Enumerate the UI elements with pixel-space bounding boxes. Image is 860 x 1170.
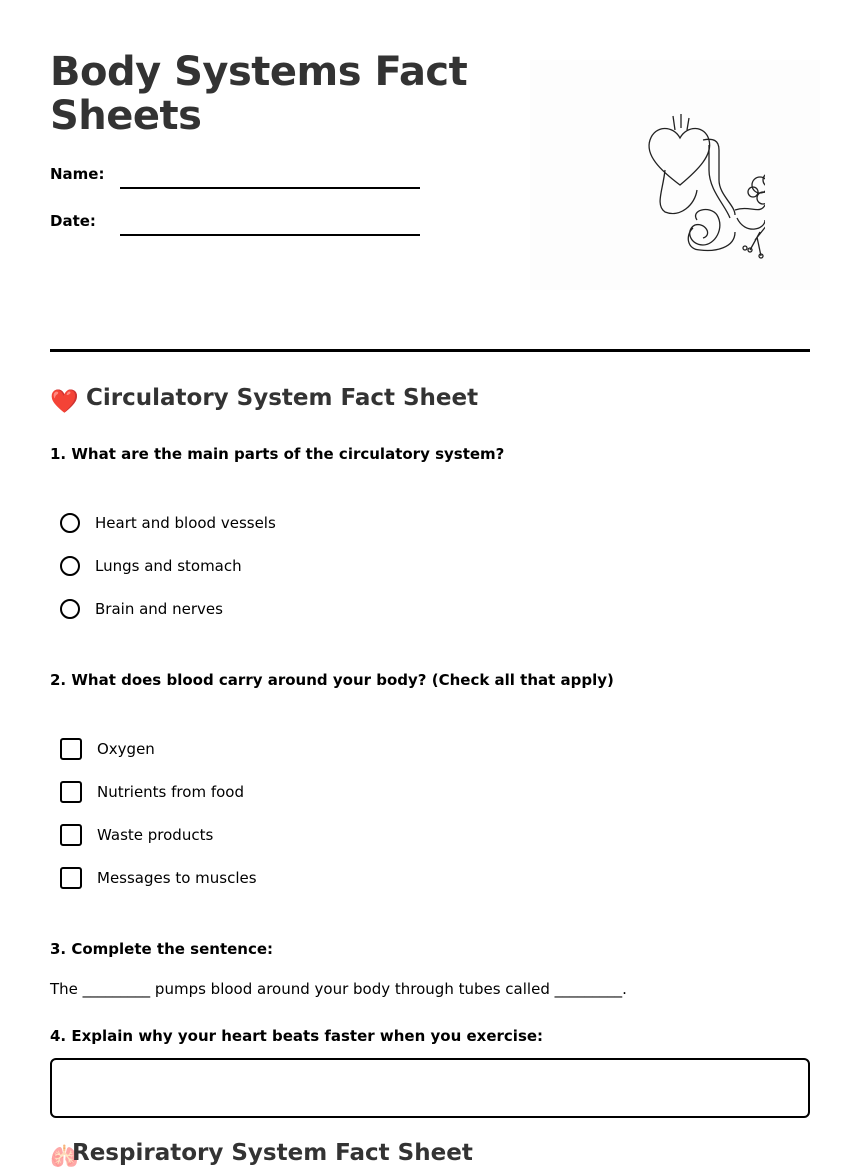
respiratory-title-text: Respiratory System Fact Sheet xyxy=(72,1140,473,1166)
name-label: Name: xyxy=(50,165,105,183)
explanation-answer-box[interactable] xyxy=(50,1058,810,1118)
body-organs-illustration xyxy=(530,60,820,290)
checkbox[interactable] xyxy=(60,781,82,803)
q1-option-lungs[interactable] xyxy=(60,553,242,579)
worksheet-page xyxy=(50,0,810,1170)
option-label: Waste products xyxy=(97,826,214,844)
question-1: 1. What are the main parts of the circulatory system? xyxy=(50,445,505,463)
question-2: 2. What does blood carry around your body? (Check all that apply) xyxy=(50,671,614,689)
question-3: 3. Complete the sentence: xyxy=(50,940,274,958)
radio-button[interactable] xyxy=(60,599,80,619)
q2-option-messages[interactable] xyxy=(60,865,257,891)
option-label: Lungs and stomach xyxy=(95,557,242,575)
name-input-line[interactable] xyxy=(120,187,420,189)
q1-option-heart[interactable] xyxy=(60,510,276,536)
name-field xyxy=(50,165,420,189)
worksheet-header xyxy=(50,0,810,352)
stomach-drawing xyxy=(735,205,765,210)
q2-option-nutrients[interactable] xyxy=(60,779,244,805)
radio-button[interactable] xyxy=(60,513,80,533)
lungs-icon: 🫁 xyxy=(50,1144,79,1170)
checkbox[interactable] xyxy=(60,867,82,889)
option-label: Oxygen xyxy=(97,740,155,758)
organs-icon xyxy=(585,110,765,270)
circulatory-section-title xyxy=(50,385,478,415)
q2-option-waste[interactable] xyxy=(60,822,213,848)
date-label: Date: xyxy=(50,212,96,230)
date-field xyxy=(50,212,420,236)
fill-in-sentence[interactable]: The _________ pumps blood around your body through tubes called _________. xyxy=(50,980,627,998)
checkbox[interactable] xyxy=(60,824,82,846)
option-label: Brain and nerves xyxy=(95,600,223,618)
question-4: 4. Explain why your heart beats faster when you exercise: xyxy=(50,1027,544,1045)
option-label: Messages to muscles xyxy=(97,869,257,887)
q1-option-brain[interactable] xyxy=(60,596,223,622)
radio-button[interactable] xyxy=(60,556,80,576)
intestines-drawing xyxy=(690,210,720,245)
date-input-line[interactable] xyxy=(120,234,420,236)
page-title: Body Systems Fact Sheets xyxy=(50,49,468,139)
lung-drawing xyxy=(660,170,697,213)
heart-icon: ❤️ xyxy=(50,389,79,415)
checkbox[interactable] xyxy=(60,738,82,760)
q2-option-oxygen[interactable] xyxy=(60,736,155,762)
nerves-drawing xyxy=(743,205,765,258)
respiratory-section-title xyxy=(50,1140,473,1170)
brain-drawing xyxy=(748,170,765,205)
heart-drawing xyxy=(649,128,710,185)
circulatory-title-text: Circulatory System Fact Sheet xyxy=(86,385,479,411)
option-label: Nutrients from food xyxy=(97,783,244,801)
option-label: Heart and blood vessels xyxy=(95,514,276,532)
